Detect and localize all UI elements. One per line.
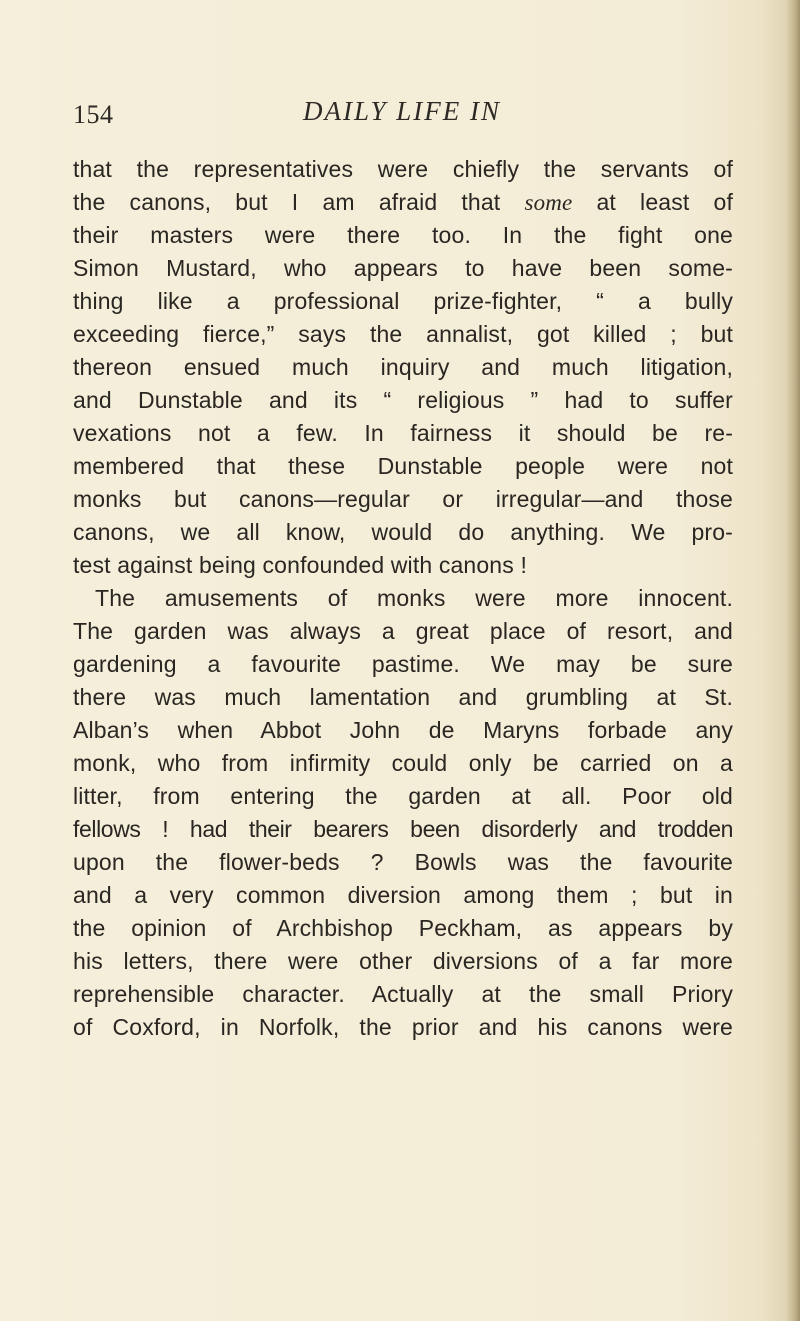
text-line: exceeding fierce,” says the annalist, got killed ; but: [73, 321, 733, 347]
text-line: Simon Mustard, who appears to have been some-: [73, 255, 733, 281]
page-header: [73, 96, 733, 136]
text-line: The garden was always a great place of resort, and: [73, 618, 733, 644]
text-line: fellows ! had their bearers been disorderly and trodden: [73, 816, 733, 842]
text-line: and a very common diversion among them ; but in: [73, 882, 733, 908]
text-line: the opinion of Archbishop Peckham, as appears by: [73, 915, 733, 941]
text-line: their masters were there too. In the fight one: [73, 222, 733, 248]
text-line: the canons, but I am afraid that some at least of: [73, 189, 733, 215]
body-text: [73, 153, 733, 1044]
running-title: DAILY LIFE IN: [303, 96, 501, 126]
text-line: test against being confounded with canons !: [73, 552, 527, 578]
text-line: upon the flower-beds ? Bowls was the favourite: [73, 849, 733, 875]
text-line: monks but canons—regular or irregular—and those: [73, 486, 733, 512]
text-line: there was much lamentation and grumbling at St.: [73, 684, 733, 710]
text-line: thereon ensued much inquiry and much litigation,: [73, 354, 733, 380]
emphasis: some: [524, 190, 573, 215]
text-line: litter, from entering the garden at all. Poor old: [73, 783, 733, 809]
text-line: and Dunstable and its “ religious ” had to suffer: [73, 387, 733, 413]
text-line: thing like a professional prize-fighter, “ a bully: [73, 288, 733, 314]
text-line: gardening a favourite pastime. We may be sure: [73, 651, 733, 677]
text-line: Alban’s when Abbot John de Maryns forbade any: [73, 717, 733, 743]
text-line: monk, who from infirmity could only be carried on a: [73, 750, 733, 776]
text-line: canons, we all know, would do anything. We pro-: [73, 519, 733, 545]
page-number: 154: [73, 100, 114, 129]
page-edge-shadow: [786, 0, 800, 1321]
text-line: The amusements of monks were more innocent.: [95, 585, 733, 611]
text-line: of Coxford, in Norfolk, the prior and his canons were: [73, 1014, 733, 1040]
text-line: reprehensible character. Actually at the small Priory: [73, 981, 733, 1007]
text-line: that the representatives were chiefly the servants of: [73, 156, 733, 182]
text-line: vexations not a few. In fairness it should be re-: [73, 420, 733, 446]
text-line: membered that these Dunstable people were not: [73, 453, 733, 479]
text-line: his letters, there were other diversions of a far more: [73, 948, 733, 974]
